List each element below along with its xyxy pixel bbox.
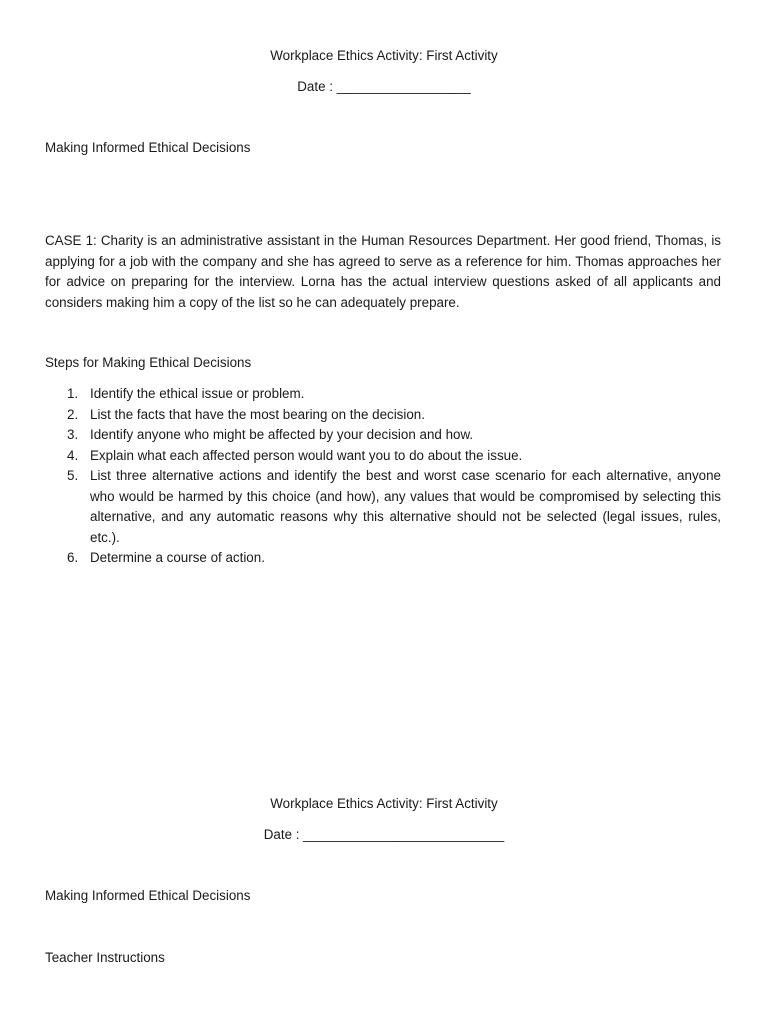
step-number: 6. xyxy=(67,550,79,565)
step-text: Identify anyone who might be affected by your decision and how. xyxy=(90,427,474,442)
step-text: Identify the ethical issue or problem. xyxy=(90,386,305,401)
date-line: Date : __________________ xyxy=(297,79,471,94)
step-item xyxy=(45,466,721,548)
section-subtitle: Making Informed Ethical Decisions xyxy=(45,140,251,155)
activity-title: Workplace Ethics Activity: First Activity xyxy=(270,48,498,63)
teacher-activity-title: Workplace Ethics Activity: First Activity xyxy=(270,796,498,811)
step-text: List three alternative actions and identify the best and worst case scenario for each alternative, anyone who would be harmed by this choice (and how), any values that would be compromised by selecting this alternative, and any automatic reasons why this alternative should not be selected (legal issues, rules, etc.). xyxy=(90,468,721,545)
step-item xyxy=(45,425,721,446)
step-item xyxy=(45,384,721,405)
step-number: 5. xyxy=(67,468,79,483)
teacher-instructions-heading: Teacher Instructions xyxy=(45,950,165,965)
step-text: List the facts that have the most bearing on the decision. xyxy=(90,406,425,422)
step-number: 1. xyxy=(67,386,79,401)
step-number: 2. xyxy=(67,406,79,422)
step-number: 3. xyxy=(67,427,79,442)
step-item xyxy=(45,446,721,467)
step-item xyxy=(45,405,721,426)
case-1-paragraph: CASE 1: Charity is an administrative assistant in the Human Resources Department. Her good friend, Thomas, is applying for a job with the company and she has agreed to serve as a reference for him. Thomas approaches her for advice on preparing for the interview. Lorna has the actual interview questions asked of all applicants and considers making him a copy of the list so he can adequately prepare. xyxy=(45,233,721,310)
step-text: Explain what each affected person would want you to do about the issue. xyxy=(90,447,523,463)
teacher-section-subtitle: Making Informed Ethical Decisions xyxy=(45,888,251,903)
step-item xyxy=(45,548,721,569)
teacher-date-line: Date : ___________________________ xyxy=(263,827,505,842)
steps-heading: Steps for Making Ethical Decisions xyxy=(45,355,252,370)
step-text: Determine a course of action. xyxy=(90,550,265,565)
steps-list xyxy=(45,384,721,569)
step-number: 4. xyxy=(67,447,79,463)
